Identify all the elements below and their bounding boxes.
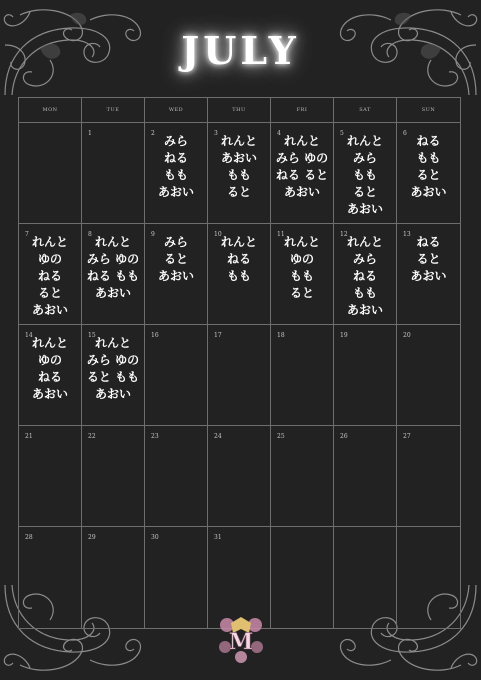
member-schedule: れんと ゆの ねる あおい	[31, 336, 68, 401]
day-number: 10	[214, 231, 222, 238]
month-title: JULY	[181, 28, 300, 73]
weekday-header	[334, 98, 397, 123]
day-number: 24	[214, 433, 222, 440]
svg-text:M: M	[228, 629, 254, 655]
day-cell	[82, 123, 145, 224]
day-number: 23	[151, 433, 159, 440]
day-cell	[397, 325, 461, 426]
day-cell	[271, 325, 334, 426]
day-number: 1	[88, 130, 92, 137]
day-number: 3	[214, 130, 218, 137]
day-number: 17	[214, 332, 222, 339]
day-number: 20	[403, 332, 411, 339]
weekday-header	[208, 98, 271, 123]
day-number: 27	[403, 433, 411, 440]
weekday-label: TUE	[106, 107, 120, 113]
day-number: 14	[25, 332, 33, 339]
weekday-header	[271, 98, 334, 123]
weekday-label: THU	[232, 107, 246, 113]
day-cell	[145, 426, 208, 527]
day-number: 16	[151, 332, 159, 339]
member-schedule: れんと あおい もも ると	[220, 134, 257, 199]
member-schedule: ねる ると あおい	[410, 235, 447, 283]
day-cell	[397, 123, 461, 224]
day-number: 30	[151, 534, 159, 541]
floral-crest-icon	[217, 613, 265, 665]
day-cell	[208, 325, 271, 426]
day-cell	[208, 426, 271, 527]
day-cell	[334, 325, 397, 426]
weekday-label: SAT	[359, 107, 371, 113]
day-cell	[19, 224, 82, 325]
day-cell	[397, 426, 461, 527]
day-cell	[145, 325, 208, 426]
calendar-grid	[18, 97, 461, 629]
weekday-header	[145, 98, 208, 123]
day-number: 8	[88, 231, 92, 238]
day-cell	[145, 527, 208, 629]
day-number: 18	[277, 332, 285, 339]
member-schedule: れんと みら ねる もも あおい	[346, 235, 383, 317]
day-cell	[271, 527, 334, 629]
day-cell	[145, 123, 208, 224]
day-cell	[19, 426, 82, 527]
member-schedule: みら ねる もも あおい	[157, 134, 194, 199]
day-number: 12	[340, 231, 348, 238]
day-number: 31	[214, 534, 222, 541]
day-cell	[82, 426, 145, 527]
day-cell	[208, 123, 271, 224]
member-schedule: れんと みら ゆの ると もも あおい	[86, 336, 140, 401]
day-cell	[334, 224, 397, 325]
weekday-label: SUN	[421, 107, 436, 113]
member-schedule: れんと ゆの ねる ると あおい	[31, 235, 68, 317]
day-cell	[19, 123, 82, 224]
day-cell	[397, 527, 461, 629]
day-cell	[208, 224, 271, 325]
member-schedule: れんと みら ゆの ねる ると あおい	[275, 134, 329, 199]
day-number: 5	[340, 130, 344, 137]
day-number: 26	[340, 433, 348, 440]
day-number: 15	[88, 332, 96, 339]
member-schedule: れんと ゆの もも ると	[283, 235, 320, 300]
member-schedule: ねる もも ると あおい	[410, 134, 447, 199]
day-cell	[82, 224, 145, 325]
day-cell	[334, 426, 397, 527]
member-schedule: れんと みら もも ると あおい	[346, 134, 383, 216]
day-number: 19	[340, 332, 348, 339]
day-number: 29	[88, 534, 96, 541]
day-cell	[271, 426, 334, 527]
weekday-header	[19, 98, 82, 123]
member-schedule: みら ると あおい	[157, 235, 194, 283]
day-number: 7	[25, 231, 29, 238]
day-number: 11	[277, 231, 285, 238]
day-number: 21	[25, 433, 33, 440]
day-number: 13	[403, 231, 411, 238]
day-cell	[334, 527, 397, 629]
weekday-header	[397, 98, 461, 123]
day-cell	[82, 325, 145, 426]
day-cell	[334, 123, 397, 224]
day-number: 22	[88, 433, 96, 440]
day-number: 28	[25, 534, 33, 541]
member-schedule: れんと みら ゆの ねる もも あおい	[86, 235, 140, 300]
weekday-label: FRI	[296, 107, 308, 113]
day-cell	[82, 527, 145, 629]
member-schedule: れんと ねる もも	[220, 235, 257, 283]
day-cell	[397, 224, 461, 325]
day-cell	[271, 224, 334, 325]
day-cell	[271, 123, 334, 224]
day-cell	[19, 527, 82, 629]
day-cell	[19, 325, 82, 426]
day-number: 6	[403, 130, 407, 137]
day-number: 4	[277, 130, 281, 137]
weekday-header	[82, 98, 145, 123]
weekday-label: MON	[42, 107, 58, 113]
day-number: 2	[151, 130, 155, 137]
weekday-label: WED	[168, 107, 184, 113]
day-cell	[145, 224, 208, 325]
day-number: 9	[151, 231, 155, 238]
day-number: 25	[277, 433, 285, 440]
